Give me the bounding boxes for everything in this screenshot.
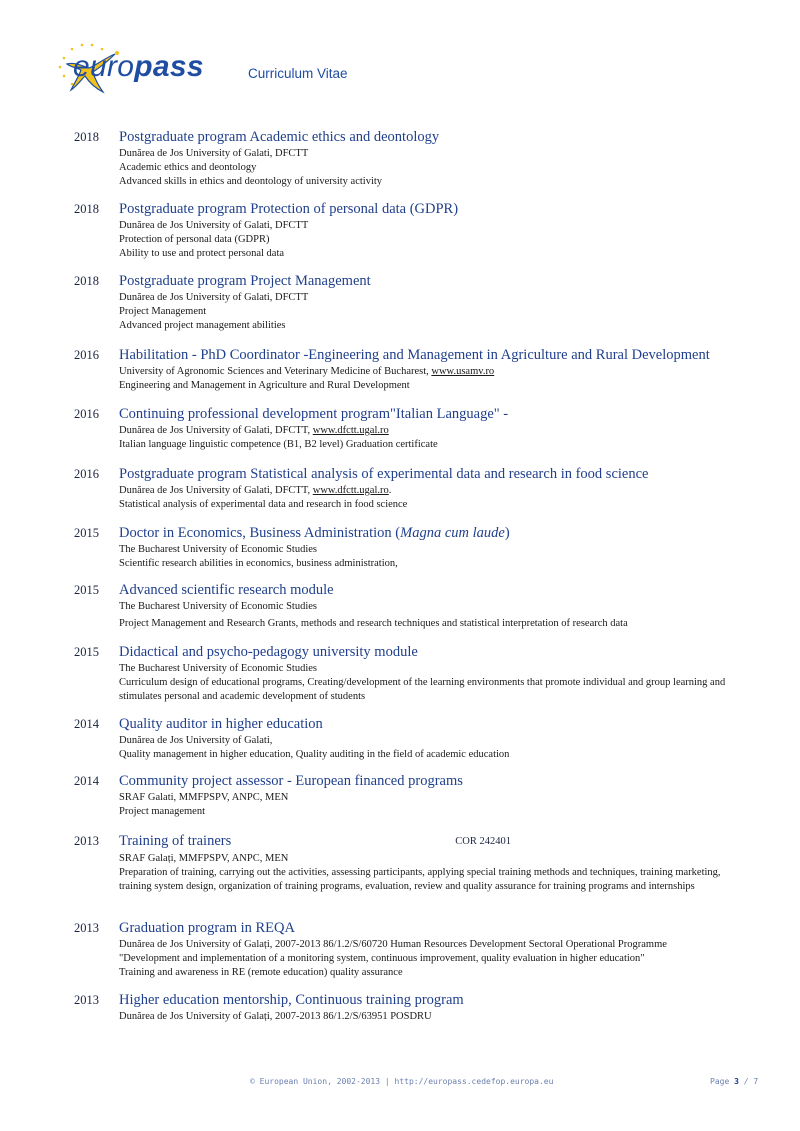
entry-institution: University of Agronomic Sciences and Veterinary Medicine of Bucharest, <box>119 366 432 377</box>
entry-project-assessor <box>0 772 800 832</box>
education-list <box>0 128 800 1031</box>
entry-training-of-trainers <box>0 832 800 919</box>
entry-line: Project management <box>119 806 206 818</box>
entry-line: Engineering and Management in Agriculture and Rural Development <box>119 380 410 392</box>
entry-mentorship <box>0 991 800 1031</box>
entry-line: SRAF Galați, MMFPSPV, ANPC, MEN <box>119 853 289 864</box>
entry-title: Habilitation - PhD Coordinator -Engineering and Management in Agriculture and Rural Development <box>119 347 710 363</box>
entry-year: 2015 <box>74 583 99 597</box>
brand-wordmark <box>73 50 204 84</box>
entry-project-management <box>0 272 800 346</box>
entry-line: Scientific research abilities in economics, business administration, <box>119 558 398 570</box>
occupation-code: COR 242401 <box>455 836 511 847</box>
entry-title: Postgraduate program Project Management <box>119 273 371 289</box>
entry-gdpr <box>0 200 800 272</box>
entry-institution: Dunărea de Jos University of Galati, DFCTT, <box>119 485 313 496</box>
entry-title-italic: Magna cum laude <box>400 525 505 541</box>
entry-year: 2018 <box>74 130 99 144</box>
entry-line <box>119 365 740 379</box>
entry-line: Advanced skills in ethics and deontology of university activity <box>119 176 383 188</box>
entry-line: Training and awareness in RE (remote education) quality assurance <box>119 967 403 979</box>
entry-line: Dunărea de Jos University of Galați, 2007-2013 86/1.2/S/63951 POSDRU <box>119 1011 432 1022</box>
entry-line: Ability to use and protect personal data <box>119 248 285 260</box>
entry-year: 2014 <box>74 774 99 788</box>
entry-doctorate <box>0 524 800 581</box>
entry-italian-language <box>0 405 800 465</box>
entry-title: Graduation program in REQA <box>119 920 295 936</box>
entry-line: The Bucharest University of Economic Studies <box>119 663 317 674</box>
entry-quality-auditor <box>0 715 800 772</box>
entry-pedagogy-module <box>0 643 800 715</box>
entry-year: 2013 <box>74 834 99 848</box>
entry-line: Preparation of training, carrying out the activities, assessing participants, applying special training methods and techniques, training marketing, training system design, organization of training programs, evaluation, review and quality assurance for training programs and internships <box>119 867 721 893</box>
footer-copyright: © European Union, 2002-2013 | http://europass.cedefop.europa.eu <box>250 1077 554 1086</box>
document-type-label: Curriculum Vitae <box>248 66 348 81</box>
entry-line <box>119 484 740 498</box>
entry-year: 2013 <box>74 921 99 935</box>
entry-title: Continuing professional development program"Italian Language" - <box>119 406 509 422</box>
entry-line: Quality management in higher education, Quality auditing in the field of academic education <box>119 749 510 761</box>
entry-line: SRAF Galati, MMFPSPV, ANPC, MEN <box>119 792 289 803</box>
website-link[interactable]: www.dfctt.ugal.ro <box>312 485 389 496</box>
entry-title: Didactical and psycho-pedagogy university module <box>119 644 418 660</box>
entry-line: Dunărea de Jos University of Galati, DFCTT <box>119 220 309 231</box>
entry-institution: Dunărea de Jos University of Galati, DFCTT, <box>119 425 313 436</box>
brand-prefix: euro <box>73 50 135 83</box>
entry-year: 2018 <box>74 274 99 288</box>
entry-year: 2016 <box>74 348 99 362</box>
entry-line: Project Management and Research Grants, methods and research techniques and statistical interpretation of research data <box>119 618 628 630</box>
entry-ethics <box>0 128 800 200</box>
entry-punctuation: . <box>388 485 392 496</box>
entry-year: 2016 <box>74 467 99 481</box>
entry-title: Community project assessor - European financed programs <box>119 773 463 789</box>
page-footer <box>0 1077 800 1091</box>
entry-line: Advanced project management abilities <box>119 320 286 332</box>
entry-year: 2014 <box>74 717 99 731</box>
entry-line: Statistical analysis of experimental data and research in food science <box>119 499 408 511</box>
entry-year: 2015 <box>74 645 99 659</box>
entry-line: Protection of personal data (GDPR) <box>119 234 270 246</box>
entry-line: Academic ethics and deontology <box>119 162 257 174</box>
entry-title: Quality auditor in higher education <box>119 716 323 732</box>
entry-line: Dunărea de Jos University of Galati, DFCTT <box>119 148 309 159</box>
brand-suffix: pass <box>134 50 204 83</box>
entry-title: Postgraduate program Protection of personal data (GDPR) <box>119 201 459 217</box>
entry-title: Advanced scientific research module <box>119 582 334 598</box>
entry-title-end: ) <box>504 525 510 541</box>
entry-line: Dunărea de Jos University of Galati, DFCTT <box>119 292 309 303</box>
entry-title-main: Doctor in Economics, Business Administration ( <box>119 525 401 541</box>
entry-reqa <box>0 919 800 991</box>
entry-line: The Bucharest University of Economic Studies <box>119 544 317 555</box>
total-pages: 7 <box>753 1077 759 1086</box>
entry-research-module <box>0 581 800 643</box>
entry-line: Dunărea de Jos University of Galați, 2007-2013 86/1.2/S/60720 Human Resources Development Sectoral Operational Programme <box>119 939 667 950</box>
website-link[interactable]: www.dfctt.ugal.ro <box>312 425 389 436</box>
entry-title <box>119 524 740 543</box>
website-link[interactable]: www.usamv.ro <box>431 366 495 377</box>
entry-line: Dunărea de Jos University of Galati, <box>119 735 273 746</box>
entry-title-text: Training of trainers <box>119 833 232 849</box>
entry-line: Curriculum design of educational programs, Creating/development of the learning environments that promote individual and group learning and stimulates personal and academic development of students <box>119 677 726 703</box>
entry-year: 2018 <box>74 202 99 216</box>
entry-habilitation <box>0 346 800 405</box>
entry-year: 2016 <box>74 407 99 421</box>
entry-title <box>119 832 740 852</box>
entry-statistical-analysis <box>0 465 800 524</box>
page-separator: / <box>738 1077 754 1086</box>
entry-title: Higher education mentorship, Continuous training program <box>119 992 464 1008</box>
entry-line: Project Management <box>119 306 207 318</box>
entry-line: The Bucharest University of Economic Studies <box>119 601 317 612</box>
entry-line: "Development and implementation of a monitoring system, continuous improvement, quality evaluation in higher education" <box>119 953 645 965</box>
page-number <box>710 1077 758 1086</box>
entry-line: Italian language linguistic competence (B1, B2 level) Graduation certificate <box>119 439 438 451</box>
entry-year: 2013 <box>74 993 99 1007</box>
current-page: 3 <box>734 1077 739 1086</box>
entry-title: Postgraduate program Statistical analysis of experimental data and research in food science <box>119 466 649 482</box>
entry-line <box>119 424 740 438</box>
page-word: Page <box>710 1077 730 1086</box>
entry-title: Postgraduate program Academic ethics and deontology <box>119 129 440 145</box>
entry-year: 2015 <box>74 526 99 540</box>
